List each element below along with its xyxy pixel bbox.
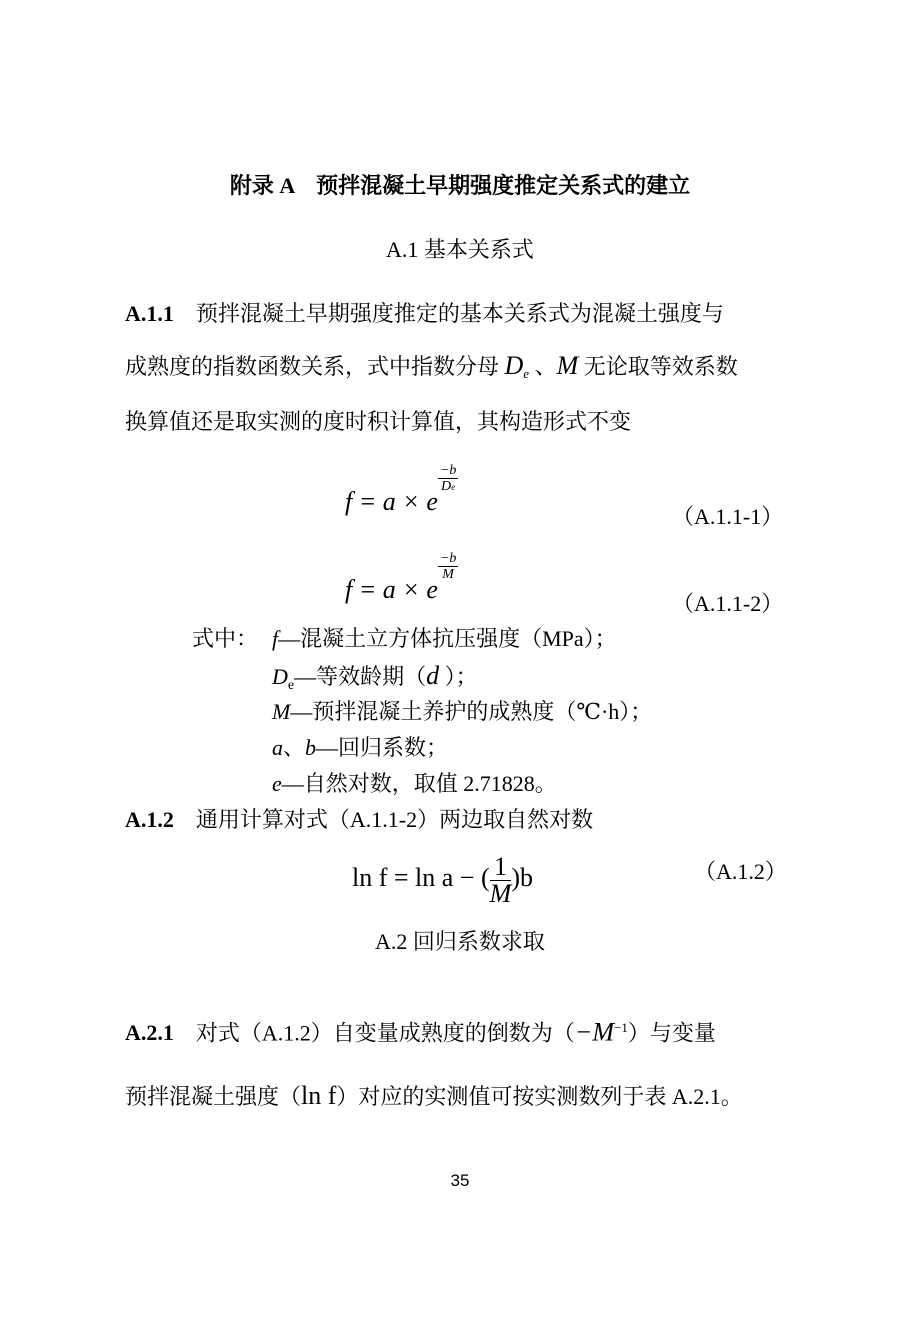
definition: —回归系数； (316, 735, 449, 760)
eq-body: = a × e (352, 575, 438, 604)
eq-exponent (438, 551, 458, 582)
symbol: b (305, 735, 317, 760)
clause-text: ）对应的实测值可按实测数列于表 A.2.1。 (336, 1084, 743, 1109)
clause-text: ）与变量 (627, 1020, 716, 1046)
equation-label: （A.1.1-1） (672, 504, 784, 529)
den-sub: e (451, 482, 456, 492)
section-heading-a2: A.2 回归系数求取 (375, 929, 545, 954)
clause-text: 、 (534, 354, 557, 379)
clause-text: 成熟度的指数函数关系，式中指数分母 (125, 354, 500, 379)
symbol: a (272, 735, 283, 760)
clause-text: 无论取等效系数 (578, 354, 738, 379)
equation-a12 (352, 852, 533, 907)
definition: —自然对数，取值 2.71828。 (281, 771, 557, 796)
definition-tail: ）； (439, 664, 478, 689)
exp-denominator (441, 479, 455, 494)
separator: 、 (283, 735, 306, 760)
where-item-e (272, 771, 557, 797)
clause-number: A.2.1 (125, 1020, 174, 1046)
symbol: f (272, 626, 279, 651)
clause-number: A.1.1 (125, 301, 174, 326)
symbol-ln-f: ln f (301, 1081, 337, 1110)
clause-text: 预拌混凝土早期强度推定的基本关系式为混凝土强度与 (195, 301, 724, 326)
clause-text: 通用计算对式（A.1.1-2）两边取自然对数 (195, 807, 594, 832)
clause-text: 预拌混凝土强度（ (125, 1084, 302, 1109)
clause-a21-line1 (125, 1015, 716, 1046)
clause-text: 对式（A.1.2）自变量成熟度的倒数为（ (195, 1020, 575, 1046)
symbol-de-sub: e (523, 366, 530, 381)
where-item-m (272, 699, 652, 725)
symbol-sub: e (287, 678, 295, 693)
equation-label: （A.1.1-2） (672, 591, 784, 616)
equation-a111-1 (345, 463, 458, 521)
symbol-de: D (504, 351, 524, 380)
eq-rhs: )b (511, 863, 533, 892)
clause-number: A.1.2 (125, 807, 174, 832)
frac-numerator: 1 (490, 854, 512, 881)
eq-lhs: f (345, 575, 353, 604)
unit: d (426, 661, 440, 690)
eq-lhs: f (345, 487, 353, 516)
definition: —等效龄期（ (294, 664, 427, 689)
frac-denominator: M (489, 878, 512, 908)
definition: —混凝土立方体抗压强度（MPa）； (278, 626, 617, 651)
appendix-title: 附录 A 预拌混凝土早期强度推定关系式的建立 (229, 173, 691, 198)
symbol-m-inverse: −M (574, 1017, 614, 1047)
where-intro: 式中： (192, 626, 259, 651)
page-number: 35 (450, 1171, 470, 1190)
definition: —预拌混凝土养护的成熟度（℃·h）； (290, 699, 653, 724)
symbol-m: M (556, 351, 579, 380)
eq-exponent (438, 463, 458, 495)
exp-denominator: M (442, 567, 454, 582)
symbol: D (272, 664, 288, 689)
where-item-ab (272, 735, 448, 761)
clause-a111-line2 (125, 353, 738, 387)
clause-a111-line3: 换算值还是取实测的度时积计算值，其构造形式不变 (125, 409, 632, 434)
where-item-f (272, 626, 617, 652)
equation-label: （A.1.2） (694, 859, 787, 884)
section-heading-a1: A.1 基本关系式 (386, 237, 534, 262)
eq-lhs: ln f = ln a − ( (352, 863, 490, 892)
where-item-de (272, 663, 478, 699)
exp-numerator: −b (439, 551, 457, 566)
exp-numerator: −b (439, 463, 457, 478)
clause-a111-line1 (125, 301, 724, 327)
exponent: −1 (613, 1020, 628, 1035)
eq-fraction (489, 851, 512, 908)
clause-a112 (125, 807, 593, 833)
equation-a111-2 (345, 551, 458, 608)
eq-body: = a × e (352, 487, 438, 516)
clause-a21-line2 (125, 1083, 743, 1110)
symbol: M (272, 699, 291, 724)
den-symbol: D (441, 479, 452, 494)
symbol: e (272, 771, 282, 796)
